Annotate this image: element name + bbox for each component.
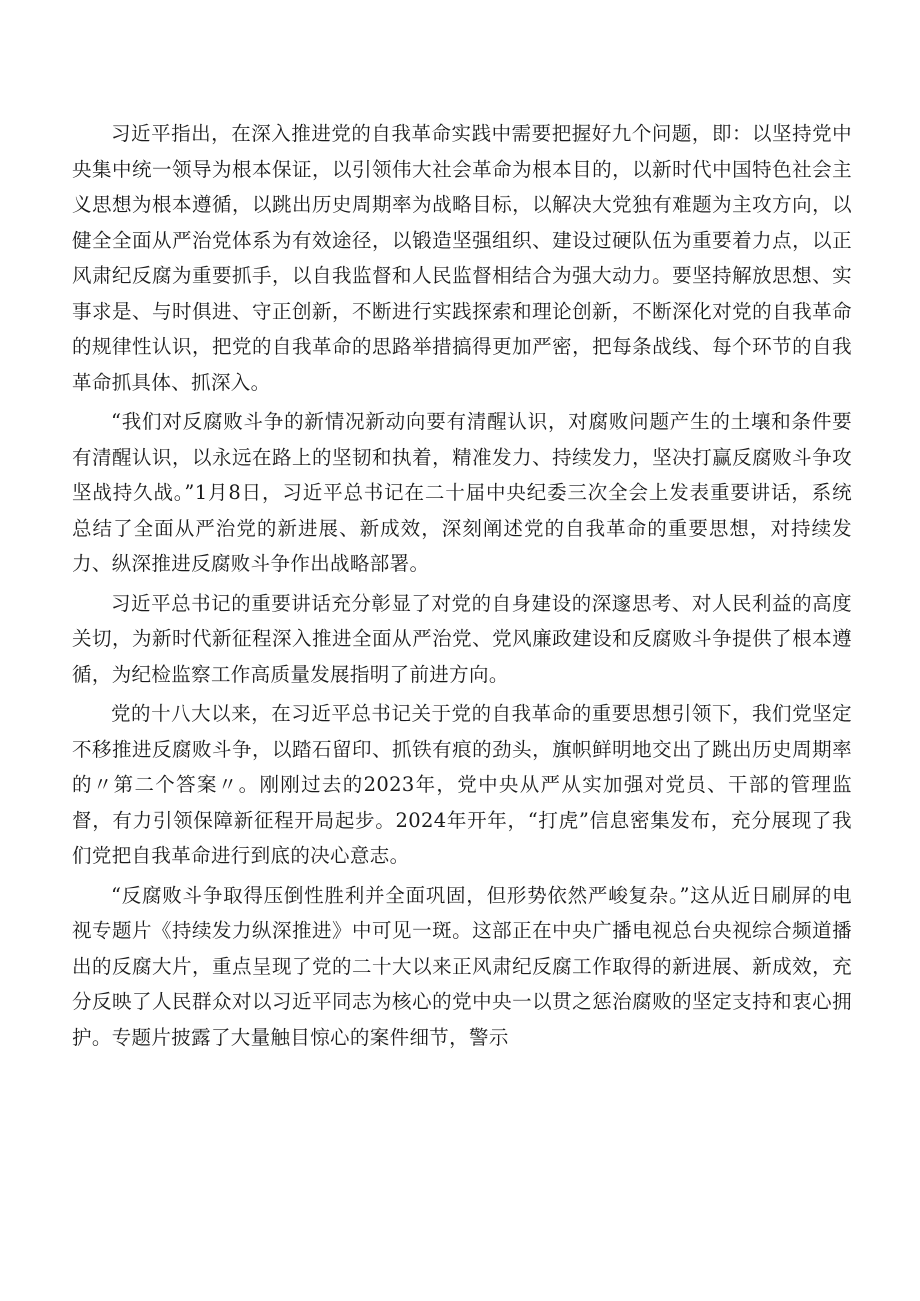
- paragraph-1: 习近平指出，在深入推进党的自我革命实践中需要把握好九个问题，即：以坚持党中央集中统一领导为根本保证，以引领伟大社会革命为根本目的，以新时代中国特色社会主义思想为根本遵循，以跳出历史周期率为战略目标，以解决大党独有难题为主攻方向，以健全全面从严治党体系为有效途径，以锻造坚强组织、建设过硬队伍为重要着力点，以正风肃纪反腐为重要抓手，以自我监督和人民监督相结合为强大动力。要坚持解放思想、实事求是、与时俱进、守正创新，不断进行实践探索和理论创新，不断深化对党的自我革命的规律性认识，把党的自我革命的思路举措搞得更加严密，把每条战线、每个环节的自我革命抓具体、抓深入。: [72, 122, 852, 394]
- paragraph-5: “反腐败斗争取得压倒性胜利并全面巩固，但形势依然严峻复杂。”这从近日刷屏的电视专题片《持续发力纵深推进》中可见一斑。这部正在中央广播电视总台央视综合频道播出的反腐大片，重点呈现了党的二十大以来正风肃纪反腐工作取得的新进展、新成效，充分反映了人民群众对以习近平同志为核心的党中央一以贯之惩治腐败的坚定支持和衷心拥护。专题片披露了大量触目惊心的案件细节，警示: [72, 883, 852, 1049]
- paragraph-2: “我们对反腐败斗争的新情况新动向要有清醒认识，对腐败问题产生的土壤和条件要有清醒认识，以永远在路上的坚韧和执着，精准发力、持续发力，坚决打赢反腐败斗争攻坚战持久战。”1月8日，习近平总书记在二十届中央纪委三次全会上发表重要讲话，系统总结了全面从严治党的新进展、新成效，深刻阐述党的自我革命的重要思想，对持续发力、纵深推进反腐败斗争作出战略部署。: [72, 410, 852, 575]
- paragraph-3: 习近平总书记的重要讲话充分彰显了对党的自身建设的深邃思考、对人民利益的高度关切，为新时代新征程深入推进全面从严治党、党风廉政建设和反腐败斗争提供了根本遵循，为纪检监察工作高质量发展指明了前进方向。: [72, 591, 852, 686]
- paragraph-4: 党的十八大以来，在习近平总书记关于党的自我革命的重要思想引领下，我们党坚定不移推进反腐败斗争，以踏石留印、抓铁有痕的劲头，旗帜鲜明地交出了跳出历史周期率的〃第二个答案〃。刚刚过去的2023年，党中央从严从实加强对党员、干部的管理监督，有力引领保障新征程开局起步。2024年开年，“打虎”信息密集发布，充分展现了我们党把自我革命进行到底的决心意志。: [72, 702, 852, 867]
- document-body: [72, 116, 852, 1059]
